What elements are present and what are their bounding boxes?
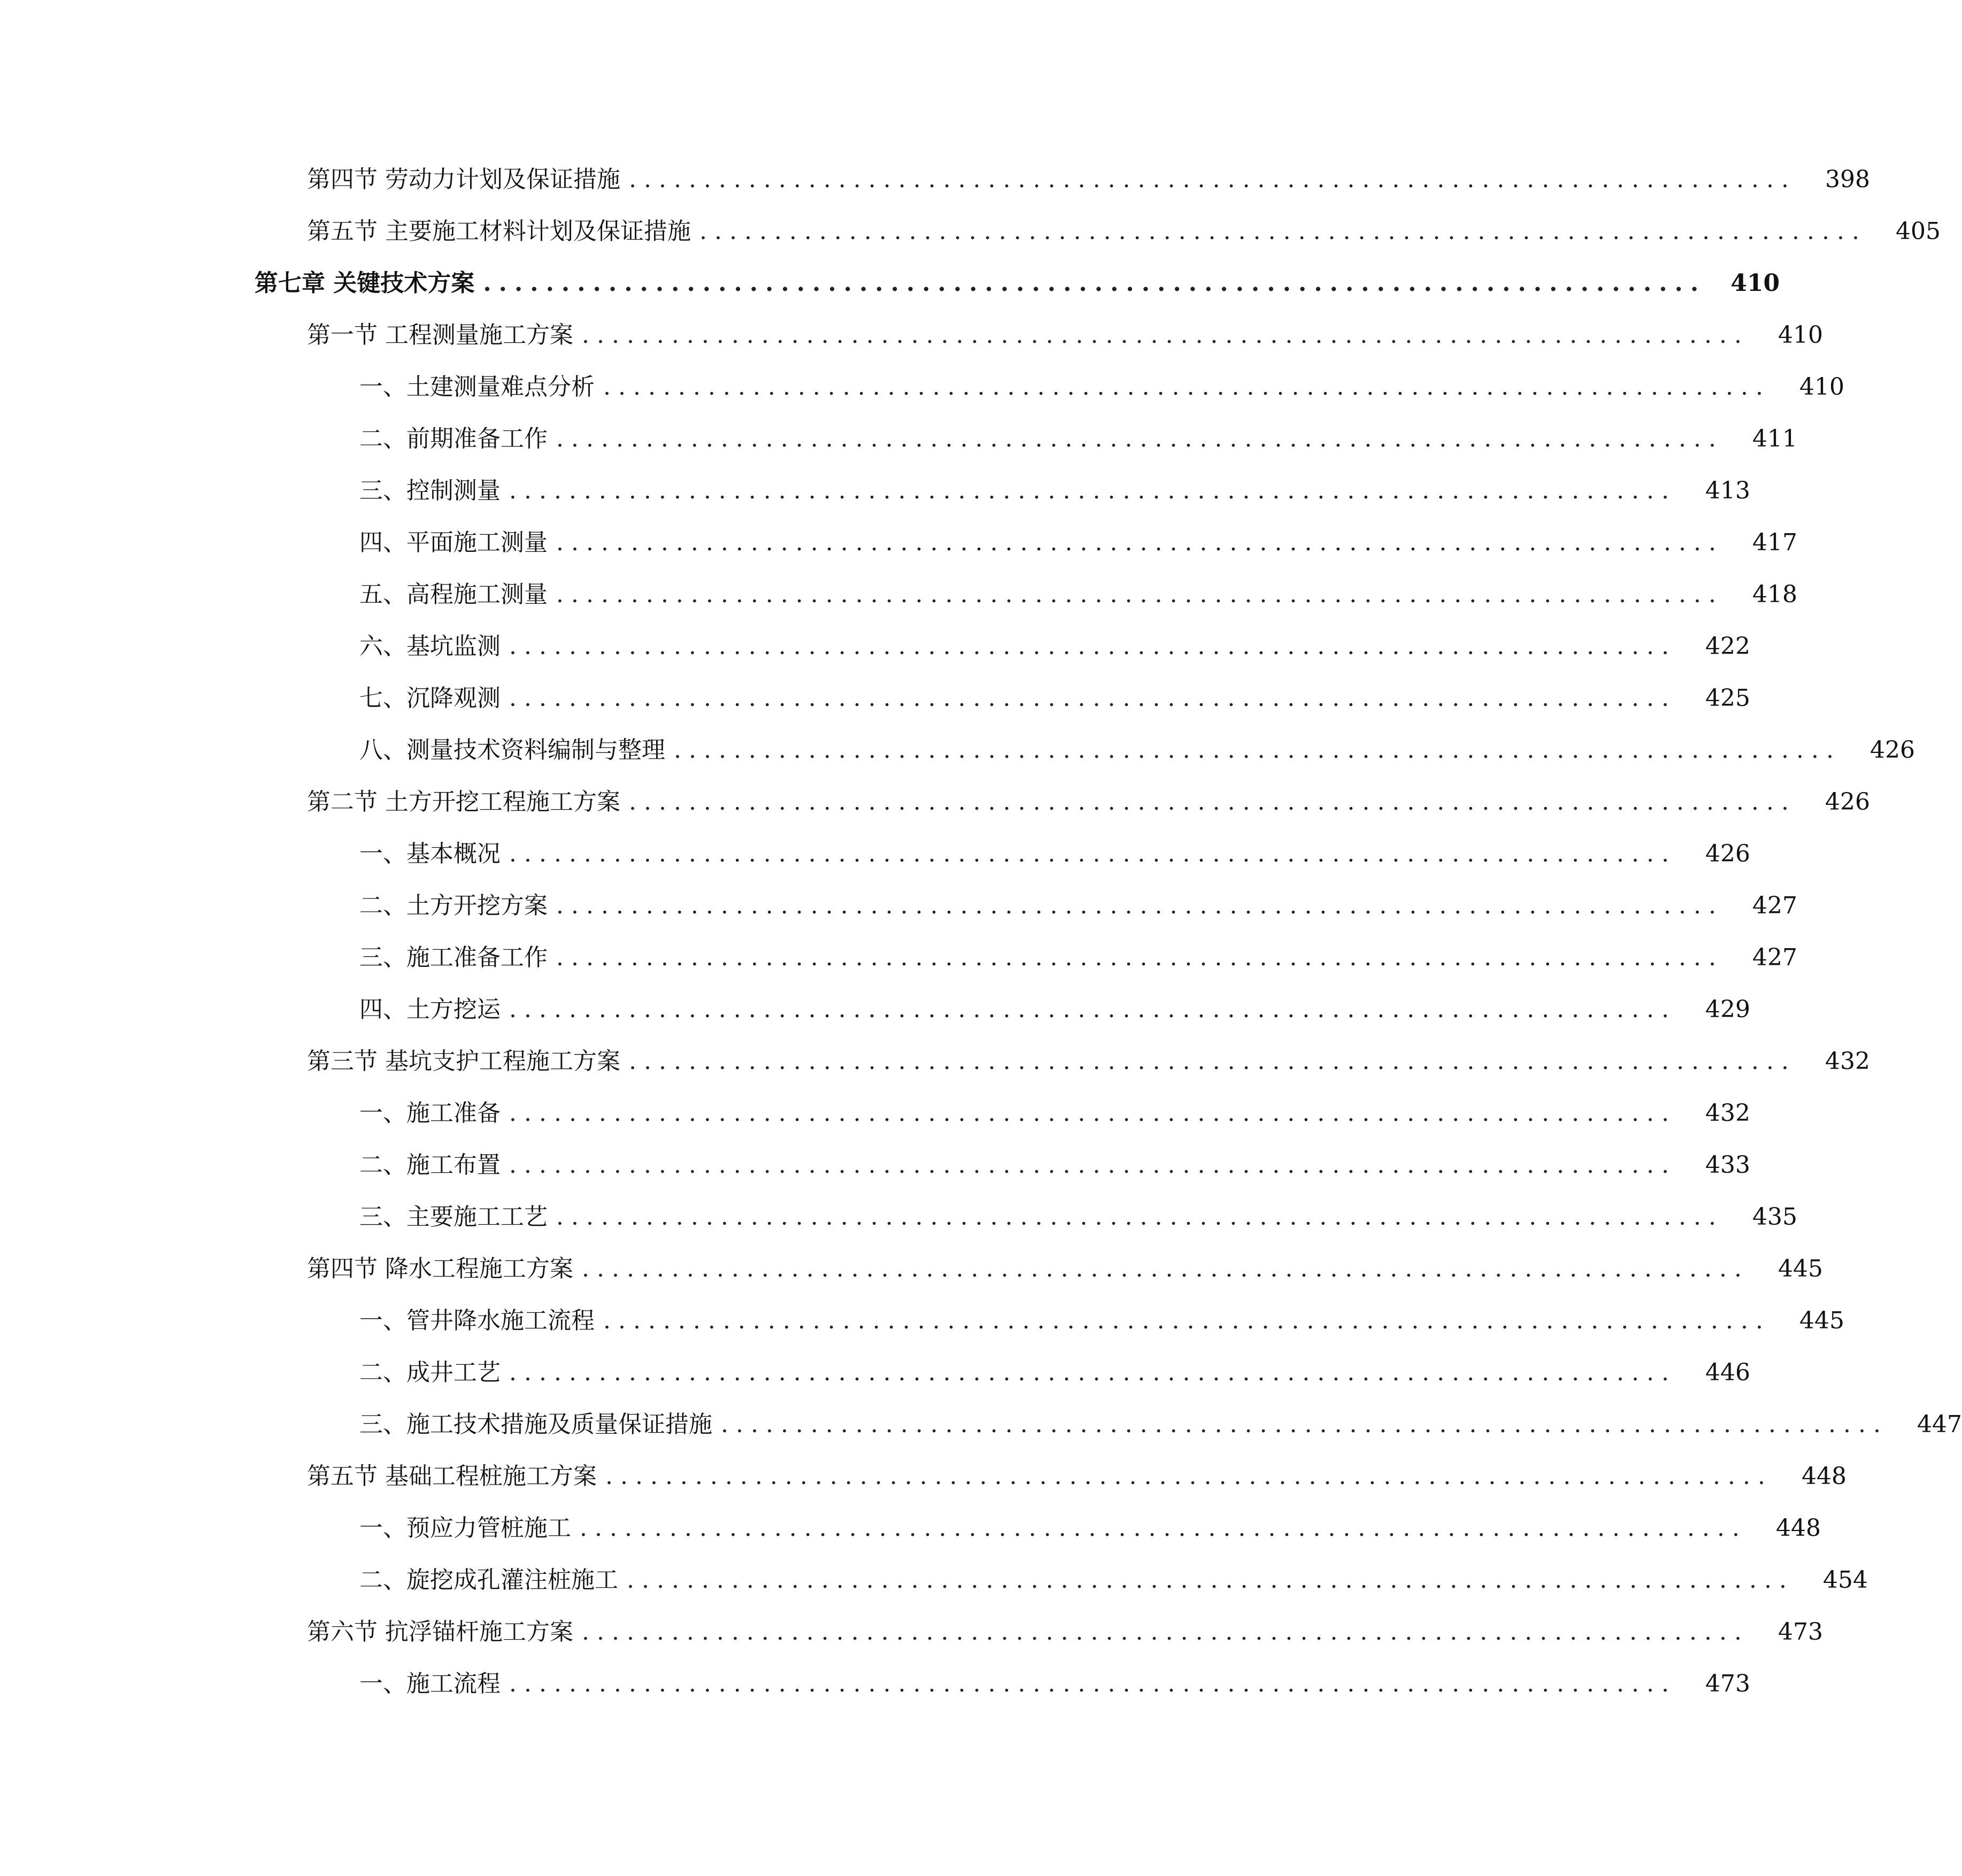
- toc-entry[interactable]: [0, 1144, 1750, 1187]
- toc-entry-page: 422: [1705, 633, 1750, 660]
- toc-leader-dots: ..............................................................................: [629, 166, 1796, 193]
- toc-entry[interactable]: [0, 1507, 1821, 1550]
- toc-entry[interactable]: [0, 158, 1870, 201]
- toc-entry-page: 433: [1705, 1151, 1750, 1179]
- toc-entry-title: 第四节 降水工程施工方案: [307, 1255, 573, 1282]
- toc-entry-page: 432: [1705, 1100, 1750, 1127]
- toc-entry-title: 五、高程施工测量: [359, 581, 548, 608]
- toc-leader-dots: ..............................................................................: [580, 1514, 1747, 1542]
- toc-leader-dots: ..............................................................................: [721, 1411, 1888, 1438]
- toc-leader-dots: ..............................................................................: [556, 1203, 1724, 1231]
- toc-entry[interactable]: [0, 262, 1780, 305]
- toc-entry-title: 二、施工布置: [359, 1151, 501, 1179]
- toc-leader-dots: ..............................................................................: [556, 944, 1724, 971]
- toc-entry-title: 三、施工准备工作: [359, 944, 548, 971]
- toc-entry-page: 427: [1752, 944, 1797, 971]
- toc-entry-title: 第七章 关键技术方案: [255, 270, 475, 297]
- toc-entry-title: 一、预应力管桩施工: [359, 1514, 571, 1542]
- toc-entry-page: 429: [1705, 996, 1750, 1023]
- toc-entry[interactable]: [0, 1248, 1823, 1290]
- toc-entry[interactable]: [0, 314, 1823, 357]
- toc-entry-title: 七、沉降观测: [359, 685, 501, 712]
- toc-entry-title: 第一节 工程测量施工方案: [307, 321, 573, 349]
- toc-entry[interactable]: [0, 1092, 1750, 1135]
- toc-entry-page: 425: [1705, 685, 1750, 712]
- toc-entry-title: 六、基坑监测: [359, 633, 501, 660]
- toc-leader-dots: ..............................................................................: [509, 1151, 1676, 1179]
- toc-entry-page: 427: [1752, 892, 1797, 919]
- toc-entry-title: 四、土方挖运: [359, 996, 501, 1023]
- toc-leader-dots: ..............................................................................: [699, 218, 1867, 245]
- toc-entry[interactable]: [0, 1559, 1868, 1602]
- toc-entry-title: 二、土方开挖方案: [359, 892, 548, 919]
- toc-entry-page: 405: [1895, 218, 1941, 245]
- toc-entry-title: 第四节 劳动力计划及保证措施: [307, 166, 620, 193]
- toc-entry[interactable]: [0, 470, 1750, 512]
- toc-leader-dots: ..............................................................................: [509, 633, 1676, 660]
- toc-entry[interactable]: [0, 521, 1797, 564]
- toc-entry-title: 第三节 基坑支护工程施工方案: [307, 1048, 620, 1075]
- toc-leader-dots: ..............................................................................: [509, 477, 1676, 504]
- toc-entry[interactable]: [0, 1455, 1846, 1498]
- toc-entry-page: 473: [1705, 1670, 1750, 1697]
- toc-entry-title: 第五节 基础工程桩施工方案: [307, 1463, 597, 1490]
- toc-leader-dots: ..............................................................................: [556, 581, 1724, 608]
- toc-entry[interactable]: [0, 1196, 1797, 1239]
- toc-leader-dots: ..............................................................................: [582, 1255, 1749, 1282]
- toc-entry-page: 426: [1825, 788, 1870, 816]
- toc-entry[interactable]: [0, 625, 1750, 668]
- toc-entry[interactable]: [0, 1300, 1844, 1342]
- toc-entry[interactable]: [0, 210, 1941, 253]
- toc-entry[interactable]: [0, 677, 1750, 720]
- toc-entry-title: 一、管井降水施工流程: [359, 1307, 595, 1334]
- toc-entry[interactable]: [0, 781, 1870, 824]
- toc-entry[interactable]: [0, 1611, 1823, 1654]
- toc-entry-title: 二、成井工艺: [359, 1359, 501, 1386]
- toc-entry[interactable]: [0, 988, 1750, 1031]
- toc-leader-dots: ..............................................................................: [509, 1670, 1676, 1697]
- toc-entry-title: 一、施工准备: [359, 1100, 501, 1127]
- toc-entry-page: 448: [1801, 1463, 1846, 1490]
- toc-entry-title: 一、施工流程: [359, 1670, 501, 1697]
- toc-entry[interactable]: [0, 936, 1797, 979]
- toc-entry-title: 第二节 土方开挖工程施工方案: [307, 788, 620, 816]
- toc-entry-title: 三、控制测量: [359, 477, 501, 504]
- toc-entry-title: 一、基本概况: [359, 840, 501, 867]
- toc-leader-dots: ..............................................................................: [509, 840, 1676, 867]
- toc-entry[interactable]: [0, 833, 1750, 875]
- toc-entry-title: 第六节 抗浮锚杆施工方案: [307, 1618, 573, 1646]
- toc-leader-dots: ..............................................................................: [629, 1048, 1796, 1075]
- toc-entry-title: 八、测量技术资料编制与整理: [359, 736, 665, 764]
- toc-entry[interactable]: [0, 366, 1844, 409]
- toc-entry[interactable]: [0, 729, 1915, 772]
- toc-leader-dots: ..............................................................................: [509, 996, 1676, 1023]
- toc-entry[interactable]: [0, 1403, 1962, 1446]
- toc-leader-dots: ..............................................................................: [582, 321, 1749, 349]
- toc-leader-dots: ..............................................................................: [603, 373, 1771, 401]
- toc-entry-page: 410: [1730, 270, 1780, 297]
- toc-entry-page: 432: [1825, 1048, 1870, 1075]
- toc-entry-page: 426: [1705, 840, 1750, 867]
- toc-entry-page: 454: [1822, 1566, 1868, 1594]
- toc-entry-page: 473: [1778, 1618, 1823, 1646]
- toc-entry-page: 445: [1799, 1307, 1844, 1334]
- toc-entry-page: 447: [1917, 1411, 1962, 1438]
- toc-leader-dots: ..............................................................................: [627, 1566, 1794, 1594]
- toc-entry-title: 三、施工技术措施及质量保证措施: [359, 1411, 712, 1438]
- toc-entry[interactable]: [0, 885, 1797, 927]
- toc-entry[interactable]: [0, 418, 1797, 460]
- toc-entry[interactable]: [0, 1040, 1870, 1083]
- toc-entry-title: 三、主要施工工艺: [359, 1203, 548, 1231]
- toc-leader-dots: ..............................................................................: [674, 736, 1841, 764]
- toc-entry-page: 435: [1752, 1203, 1797, 1231]
- toc-entry-page: 448: [1775, 1514, 1821, 1542]
- toc-entry-page: 410: [1799, 373, 1844, 401]
- toc-leader-dots: ..............................................................................: [556, 892, 1724, 919]
- toc-entry-page: 413: [1705, 477, 1750, 504]
- toc-entry-page: 418: [1752, 581, 1797, 608]
- toc-leader-dots: ..............................................................................: [603, 1307, 1771, 1334]
- toc-entry-title: 一、土建测量难点分析: [359, 373, 595, 401]
- toc-entry-page: 398: [1825, 166, 1870, 193]
- toc-entry-page: 410: [1778, 321, 1823, 349]
- toc-entry-page: 445: [1778, 1255, 1823, 1282]
- toc-entry[interactable]: [0, 1351, 1750, 1394]
- toc-leader-dots: ..............................................................................: [605, 1463, 1773, 1490]
- toc-entry[interactable]: [0, 573, 1797, 616]
- toc-entry-page: 411: [1752, 425, 1797, 452]
- toc-leader-dots: ..............................................................................: [556, 425, 1724, 452]
- toc-entry-page: 446: [1705, 1359, 1750, 1386]
- toc-leader-dots: ..............................................................................: [509, 1100, 1676, 1127]
- toc-leader-dots: ..............................................................................: [509, 685, 1676, 712]
- toc-entry-page: 417: [1752, 529, 1797, 556]
- toc-leader-dots: ..............................................................................: [582, 1618, 1749, 1646]
- toc-entry-title: 二、前期准备工作: [359, 425, 548, 452]
- toc-leader-dots: ..............................................................................: [556, 529, 1724, 556]
- toc-entry-title: 四、平面施工测量: [359, 529, 548, 556]
- toc-leader-dots: ..............................................................................: [483, 270, 1706, 297]
- toc-leader-dots: ..............................................................................: [629, 788, 1796, 816]
- toc-entry-page: 426: [1869, 736, 1915, 764]
- toc-entry-title: 第五节 主要施工材料计划及保证措施: [307, 218, 691, 245]
- toc-entry[interactable]: [0, 1663, 1750, 1705]
- toc-entry-title: 二、旋挖成孔灌注桩施工: [359, 1566, 618, 1594]
- toc-leader-dots: ..............................................................................: [509, 1359, 1676, 1386]
